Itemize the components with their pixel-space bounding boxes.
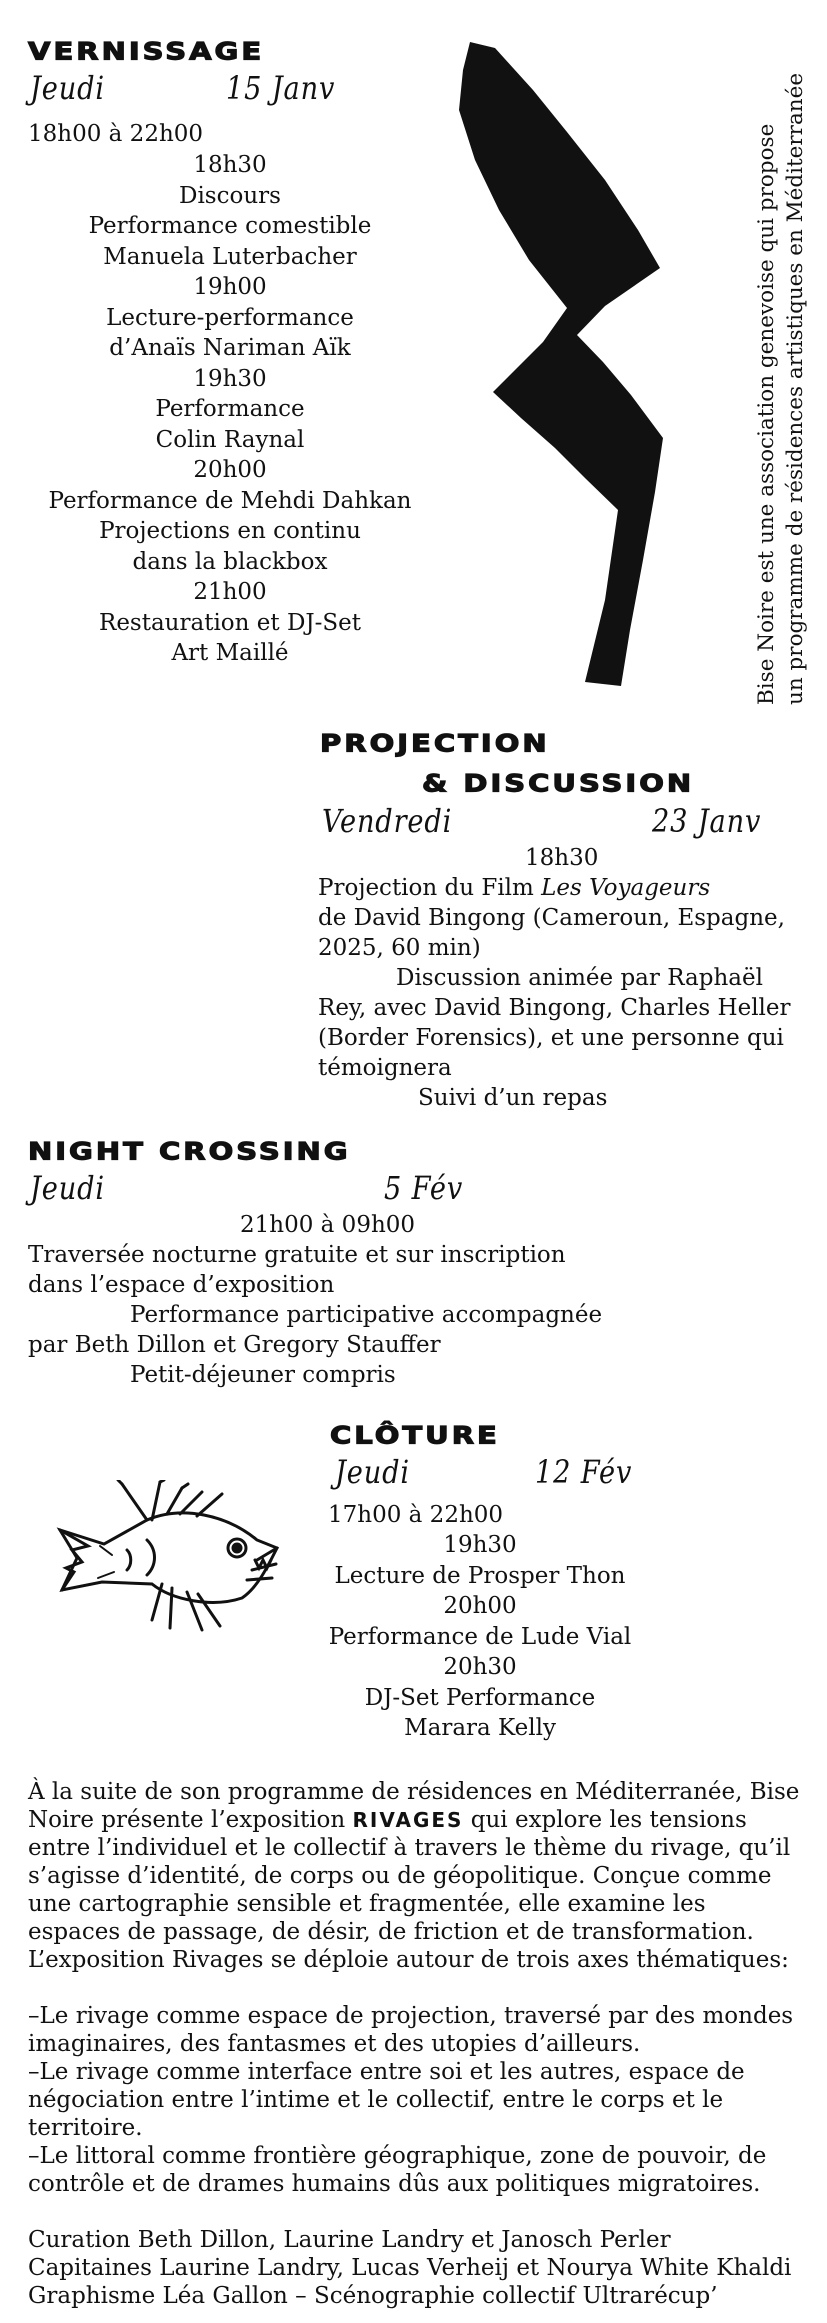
lightning-bolt-illustration bbox=[455, 40, 665, 690]
night-day: Jeudi bbox=[30, 1169, 105, 1207]
night-line: Traversée nocturne gratuite et sur inscription bbox=[28, 1242, 566, 1268]
projection-title-line2: & DISCUSSION bbox=[422, 769, 695, 798]
vernissage-line: Performance de Mehdi Dahkan bbox=[48, 487, 412, 514]
vernissage-hours: 18h00 à 22h00 bbox=[28, 121, 204, 147]
vernissage-line: Restauration et DJ-Set bbox=[99, 609, 361, 636]
cloture-title: CLÔTURE bbox=[330, 1421, 500, 1450]
vernissage-line: Performance comestible bbox=[88, 213, 372, 239]
vernissage-date: 15 Janv bbox=[226, 69, 336, 107]
night-crossing-title: NIGHT CROSSING bbox=[28, 1137, 351, 1166]
projection-line: Discussion animée par Raphaël bbox=[396, 965, 763, 991]
night-line: Petit-déjeuner compris bbox=[130, 1362, 396, 1388]
film-prefix: Projection du Film bbox=[318, 875, 542, 901]
angler-fish-illustration bbox=[52, 1480, 292, 1640]
cloture-line: 19h30 bbox=[443, 1532, 517, 1558]
projection-date: 23 Janv bbox=[652, 802, 762, 840]
projection-line: témoignera bbox=[318, 1055, 452, 1081]
vernissage-line: 19h00 bbox=[193, 274, 267, 300]
night-time: 21h00 à 09h00 bbox=[240, 1212, 416, 1238]
vernissage-line: Colin Raynal bbox=[155, 426, 305, 453]
projection-line: de David Bingong (Cameroun, Espagne, bbox=[318, 905, 785, 931]
projection-time: 18h30 bbox=[525, 845, 599, 871]
vernissage-line: 19h30 bbox=[193, 365, 267, 392]
night-date: 5 Fév bbox=[384, 1169, 464, 1207]
vernissage-day: Jeudi bbox=[30, 69, 105, 107]
night-line: Performance participative accompagnée bbox=[130, 1302, 603, 1328]
intro-text-continued: qui explore les tensions entre l’individuel et le collectif à travers le thème du rivage, qu’il s’agisse d’identité, de corps ou de géopolitique. Conçue comme une cartographie sensible et fragmentée, elle examine les espaces de passage, de désir, de friction et de transformation. L’exposition Rivages se déploie autour de trois axes thématiques: bbox=[28, 1807, 791, 1973]
projection-line: Suivi d’un repas bbox=[418, 1085, 608, 1111]
cloture-program bbox=[320, 1530, 640, 1744]
cloture-hours: 17h00 à 22h00 bbox=[328, 1502, 504, 1528]
night-line: dans l’espace d’exposition bbox=[28, 1272, 335, 1298]
projection-line: 2025, 60 min) bbox=[318, 935, 481, 961]
film-title: Les Voyageurs bbox=[541, 875, 711, 901]
sidebar-line: un programme de résidences artistiques en Méditerranée bbox=[783, 72, 808, 705]
axis-item: –Le littoral comme frontière géographique, zone de pouvoir, de contrôle et de drames humains dûs aux politiques migratoires. bbox=[28, 2143, 767, 2197]
cloture-line: DJ-Set Performance bbox=[364, 1684, 596, 1711]
credits-graphisme: Graphisme Léa Gallon – Scénographie collectif Ultrarécup’ bbox=[28, 2283, 718, 2309]
rivages-title: RIVAGES bbox=[352, 1808, 464, 1832]
projection-line: (Border Forensics), et une personne qui bbox=[318, 1025, 784, 1051]
vernissage-program bbox=[0, 150, 460, 669]
cloture-line: Performance de Lude Vial bbox=[328, 1623, 632, 1650]
cloture-line: Marara Kelly bbox=[404, 1715, 556, 1741]
axis-item: –Le rivage comme espace de projection, traversé par des mondes imaginaires, des fantasmes et des utopies d’ailleurs. bbox=[28, 2003, 794, 2057]
vernissage-line: d’Anaïs Nariman Aïk bbox=[109, 335, 351, 361]
vernissage-line: 18h30 bbox=[193, 152, 267, 178]
vernissage-title: VERNISSAGE bbox=[28, 37, 265, 66]
night-line: par Beth Dillon et Gregory Stauffer bbox=[28, 1332, 441, 1358]
cloture-line: 20h30 bbox=[443, 1654, 517, 1680]
intro-paragraph bbox=[28, 1778, 802, 1974]
sidebar-line: Bise Noire est une association genevoise qui propose bbox=[754, 123, 779, 705]
projection-film-line bbox=[318, 873, 710, 904]
vernissage-line: Art Maillé bbox=[171, 640, 289, 666]
credits-curation: Curation Beth Dillon, Laurine Landry et Janosch Perler bbox=[28, 2227, 671, 2253]
credits-capitaines: Capitaines Laurine Landry, Lucas Verheij et Nourya White Khaldi bbox=[28, 2255, 792, 2281]
association-description bbox=[752, 65, 810, 705]
projection-line: Rey, avec David Bingong, Charles Heller bbox=[318, 995, 791, 1021]
vernissage-line: dans la blackbox bbox=[132, 548, 328, 575]
projection-day: Vendredi bbox=[322, 802, 453, 840]
intro-text: À la suite de son programme de résidences en Méditerranée, Bise Noire présente l’exposition bbox=[28, 1779, 800, 1833]
axis-item: –Le rivage comme interface entre soi et les autres, espace de négociation entre l’intime et le collectif, entre le corps et le territoire. bbox=[28, 2059, 745, 2141]
vernissage-line: Projections en continu bbox=[99, 518, 361, 544]
cloture-line: 20h00 bbox=[443, 1593, 517, 1619]
vernissage-line: 20h00 bbox=[193, 457, 267, 483]
vernissage-line: 21h00 bbox=[193, 579, 267, 605]
projection-title-line1: PROJECTION bbox=[320, 729, 550, 758]
exhibition-description bbox=[28, 1778, 802, 2310]
cloture-day: Jeudi bbox=[335, 1453, 410, 1491]
vernissage-line: Manuela Luterbacher bbox=[103, 243, 357, 270]
cloture-date: 12 Fév bbox=[535, 1453, 633, 1491]
cloture-line: Lecture de Prosper Thon bbox=[334, 1562, 626, 1589]
vernissage-line: Discours bbox=[179, 182, 281, 209]
vernissage-line: Lecture-performance bbox=[106, 304, 354, 331]
vernissage-line: Performance bbox=[155, 396, 305, 422]
